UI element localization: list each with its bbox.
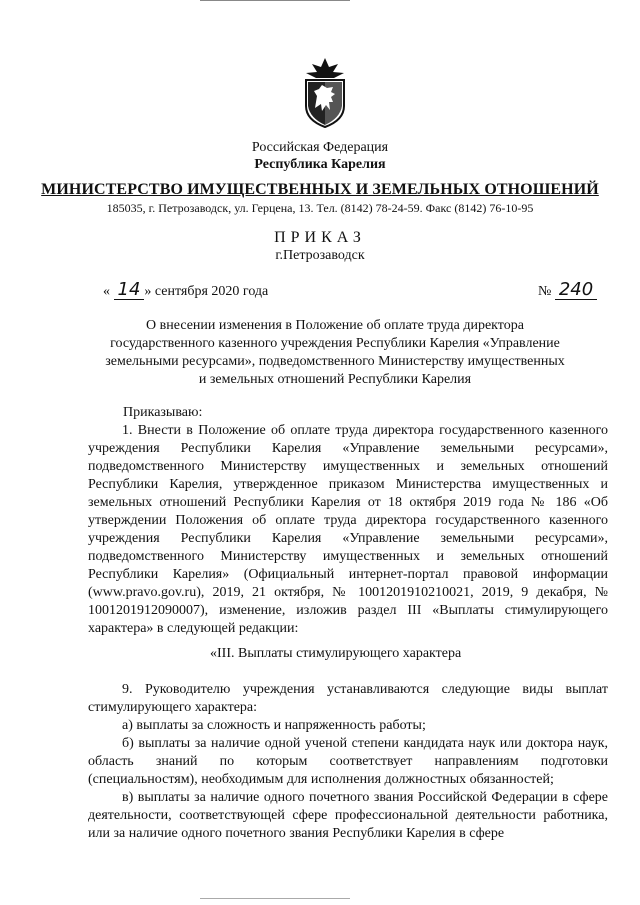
document-number: [538, 281, 597, 300]
paragraph-v: в) выплаты за наличие одного почетного звания Российской Федерации в сфере деятельности, соответствующей сфере профессиональной деятельности работника, или за наличие одного почетного звания Республики Карелия в сфере: [88, 790, 608, 841]
document-date: [103, 281, 268, 300]
republic-name: Республика Карелия: [254, 157, 386, 172]
paragraph-b: б) выплаты за наличие одной ученой степени кандидата наук или доктора наук, область знаний по которым соответствует направлениям подготовки (специальностям), необходимым для исполнения должностных обязанностей;: [88, 736, 608, 787]
karelia-coat-of-arms: [300, 58, 350, 128]
date-month-year: » сентября 2020 года: [144, 284, 269, 299]
paragraph-item-1: 1. Внести в Положение об оплате труда директора государственного казенного учреждения Республики Карелия «Управление земельными ресурсами», подведомственного Министерству имущественных и земельных отношений Республики Карелия, утвержденное приказом Министерства имущественных и земельных отношений Республики Карелия от 18 октября 2019 года № 186 «Об утверждении Положения об оплате труда директора государственного казенного учреждения Республики Карелия «Управление земельными ресурсами», подведомственного Министерству имущественных и земельных отношений Республики Карелия» (Официальный интернет-портал правовой информации (www.pravo.gov.ru), 2019, 21 октября, № 1001201910210021, 2019, 9 декабря, № 1001201912090007), изменение, изложив раздел III «Выплаты стимулирующего характера» в следующей редакции:: [88, 423, 608, 636]
handwritten-day: 14: [114, 281, 145, 300]
document-city: г.Петрозаводск: [275, 248, 365, 263]
ministry-address: 185035, г. Петрозаводск, ул. Герцена, 13. Тел. (8142) 78-24-59. Факс (8142) 76-10-95: [106, 201, 534, 215]
order-word: Приказываю:: [123, 405, 203, 420]
date-quote-open: «: [103, 284, 110, 299]
paragraph-9: 9. Руководителю учреждения устанавливаются следующие виды выплат стимулирующего характера:: [88, 682, 608, 715]
scan-edge-line-bottom: [200, 898, 350, 899]
document-subject: О внесении изменения в Положение об оплате труда директора государственного казенного учреждения Республики Карелия «Управление земельными ресурсами», подведомственного Министерству имущественных и земельных отношений Республики Карелия: [105, 318, 565, 387]
handwritten-number: 240: [555, 281, 597, 300]
scan-edge-line: [200, 0, 350, 1]
section-heading: «III. Выплаты стимулирующего характера: [210, 646, 462, 661]
document-type-title: ПРИКАЗ: [274, 229, 366, 246]
number-sign: №: [538, 284, 552, 299]
country-name: Российская Федерация: [251, 140, 389, 155]
ministry-name: МИНИСТЕРСТВО ИМУЩЕСТВЕННЫХ И ЗЕМЕЛЬНЫХ ОТНОШЕНИЙ: [41, 181, 599, 198]
paragraph-a: а) выплаты за сложность и напряженность работы;: [122, 718, 426, 733]
